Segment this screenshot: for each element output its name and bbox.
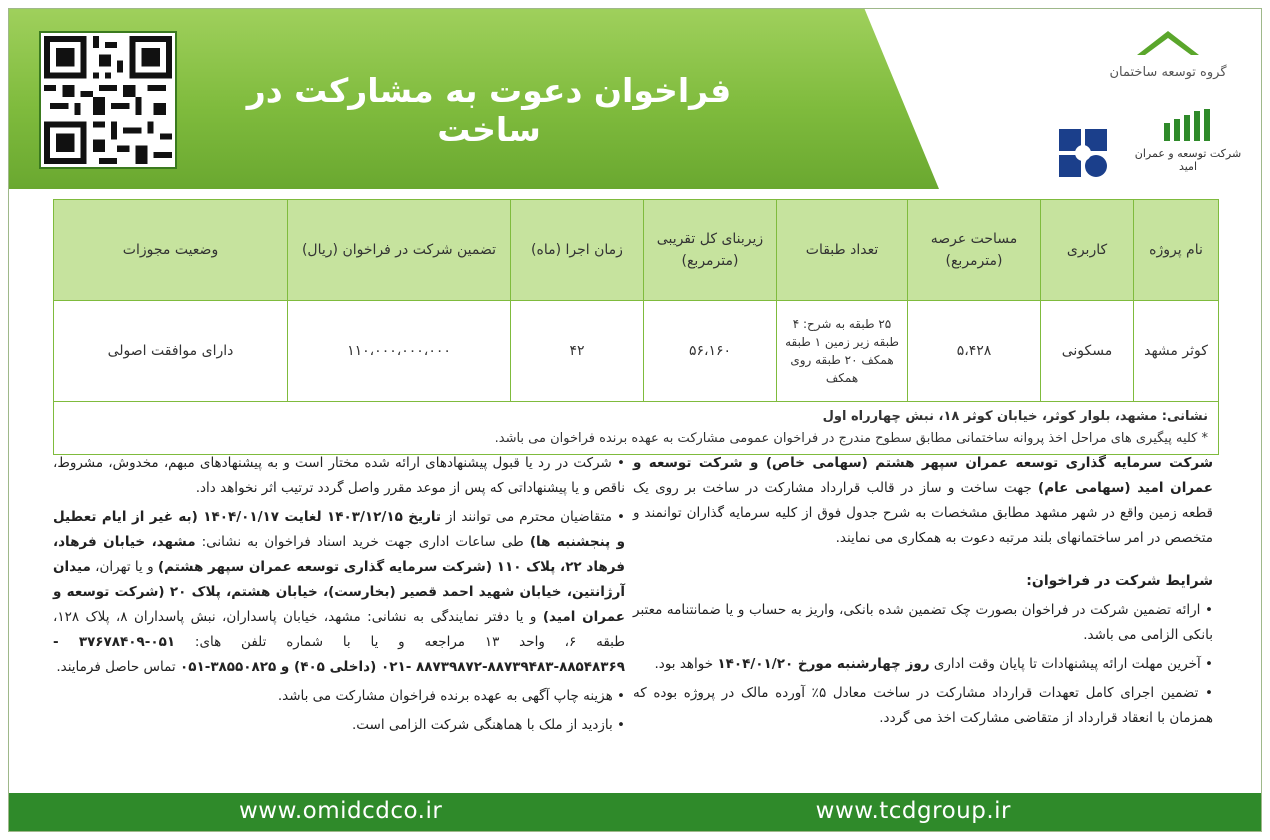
intro-paragraph xyxy=(633,451,1213,551)
partner-logo-icon xyxy=(1049,119,1119,189)
deadline-date: روز چهارشنبه مورخ ۱۴۰۴/۰۱/۲۰ xyxy=(717,656,930,672)
table-header: تعداد طبقات xyxy=(777,200,908,301)
bullet-item: • بازدید از ملک با هماهنگی شرکت الزامی است. xyxy=(352,717,625,733)
table-header: تضمین شرکت در فراخوان (ریال) xyxy=(288,200,511,301)
table-row xyxy=(54,301,1219,402)
bullet-item: • شرکت در رد یا قبول پیشنهادهای ارائه شده مختار است و به پیشنهادهای مبهم، مخدوش، مشروط، ناقص و یا پیشنهاداتی که پس از موعد مقرر واصل گردد ترتیب اثر نخواهد داد. xyxy=(53,455,625,496)
table-header: نام پروژه xyxy=(1134,200,1219,301)
bullet-text: و یا دفتر نمایندگی به نشانی: مشهد، خیابان پاسداران، نبش پاسداران ۸، پلاک ۱۲۸، طبقه ۶، واحد ۱۳ مراجعه و یا با شماره تلفن های: xyxy=(53,609,625,650)
bullet-text: طی ساعات اداری جهت خرید اسناد فراخوان به نشانی: xyxy=(195,534,530,550)
table-note-row xyxy=(54,402,1219,455)
condition-item: • ارائه تضمین شرکت در فراخوان بصورت چک تضمین شده بانکی، واریز به حساب و یا ضمانتنامه معتبر بانکی الزامی می باشد. xyxy=(633,602,1213,643)
footer-bar xyxy=(9,793,1261,831)
company-logo-text: شرکت توسعه و عمران امید xyxy=(1134,147,1242,173)
project-address: نشانی: مشهد، بلوار کوثر، خیابان کوثر ۱۸، نبش چهارراه اول xyxy=(822,409,1208,424)
table-cell: کوثر مشهد xyxy=(1134,301,1219,402)
tehran-address: میدان آرژانتین، خیابان شهید احمد قصیر (بخارست)، خیابان هشتم، پلاک ۲۰ (شرکت توسعه و عمران امید) xyxy=(53,559,625,625)
table-cell: ۱۱۰،۰۰۰،۰۰۰،۰۰۰ xyxy=(288,301,511,402)
table-cell: ۲۵ طبقه به شرح: ۴ طبقه زیر زمین ۱ طبقه همکف ۲۰ طبقه روی همکف xyxy=(777,301,908,402)
table-note-cell xyxy=(54,402,1219,455)
table-header-row xyxy=(54,200,1219,301)
table-header: وضعیت مجوزات xyxy=(54,200,288,301)
roof-logo-icon xyxy=(1133,29,1203,59)
bullet-item: • هزینه چاپ آگهی به عهده برنده فراخوان مشارکت می باشد. xyxy=(277,688,625,704)
table-header: کاربری xyxy=(1041,200,1134,301)
header xyxy=(9,9,1261,189)
group-logo xyxy=(1093,29,1243,89)
condition-item xyxy=(633,652,1213,677)
bullet-item xyxy=(53,505,625,680)
table-cell: دارای موافقت اصولی xyxy=(54,301,288,402)
table-header: مساحت عرصه (مترمربع) xyxy=(908,200,1041,301)
table-cell: مسکونی xyxy=(1041,301,1134,402)
table-cell: ۵،۴۲۸ xyxy=(908,301,1041,402)
project-table xyxy=(53,199,1219,455)
bullet-text: • متقاضیان محترم می توانند از xyxy=(440,509,625,525)
phone-numbers: ۰۵۱-۳۷۶۷۸۴۰۹ - ۸۸۵۴۸۳۶۹-۸۸۷۳۹۴۸۳-۸۸۷۳۹۸۷۲ -۰۲۱ (داخلی ۴۰۵) و ۳۸۵۵۰۸۲۵-۰۵۱ xyxy=(53,634,625,675)
mashhad-address: مشهد، خیابان فرهاد، فرهاد ۲۲، پلاک ۱۱۰ (شرکت سرمایه گذاری توسعه عمران سپهر هشتم) xyxy=(53,534,625,575)
bars-logo-icon xyxy=(1158,109,1218,143)
notice-page xyxy=(8,8,1262,832)
intro-rest: جهت ساخت و ساز در قالب قرارداد مشارکت در ساخت بر روی یک قطعه زمین واقع در شهر مشهد مطابق مشخصات به شرح جدول فوق از کلیه سرمایه گذاران توانمند و متخصص در امر ساختمانهای بلند مرتبه دعوت به همکاری می نمایند. xyxy=(633,480,1213,546)
condition-text: خواهد بود. xyxy=(654,656,718,672)
group-logo-text: گروه توسعه ساختمان xyxy=(1109,65,1227,80)
page-title: فراخوان دعوت به مشارکت در ساخت xyxy=(246,71,732,149)
table-header: زیربنای کل تقریبی (مترمربع) xyxy=(644,200,777,301)
table-cell: ۵۶،۱۶۰ xyxy=(644,301,777,402)
bullet-text: و یا تهران، xyxy=(90,559,158,575)
condition-item: • تضمین اجرای کامل تعهدات قرارداد مشارکت در ساخت معادل ۵٪ آورده مالک در پروژه بوده که همزمان با انعقاد قرارداد از متقاضی مشارکت اخذ می گردد. xyxy=(633,685,1213,726)
right-column xyxy=(633,451,1213,735)
project-note: * کلیه پیگیری های مراحل اخذ پروانه ساختمانی مطابق سطوح مندرج در فراخوان عمومی مشارکت به عهده برنده فراخوان می باشد. xyxy=(494,431,1208,446)
condition-text: • آخرین مهلت ارائه پیشنهادات تا پایان وقت اداری xyxy=(929,656,1213,672)
table-header: زمان اجرا (ماه) xyxy=(511,200,644,301)
company-logo xyxy=(1133,109,1243,185)
intro-bold: شرکت سرمایه گذاری توسعه عمران سپهر هشتم (سهامی خاص) و شرکت توسعه و عمران امید (سهامی عام) xyxy=(633,455,1213,496)
bullet-text: تماس حاصل فرمایند. xyxy=(56,659,180,675)
table-cell: ۴۲ xyxy=(511,301,644,402)
footer-link-omid[interactable]: www.omidcdco.ir xyxy=(239,798,443,824)
sale-dates: تاریخ ۱۴۰۳/۱۲/۱۵ لغایت ۱۴۰۴/۰۱/۱۷ (به غیر از ایام تعطیل و پنجشنبه ها) xyxy=(53,509,625,550)
left-column xyxy=(53,451,625,742)
qr-code-icon[interactable] xyxy=(41,33,175,167)
conditions-heading: شرایط شرکت در فراخوان: xyxy=(1026,573,1213,589)
footer-link-tcd[interactable]: www.tcdgroup.ir xyxy=(815,798,1011,824)
